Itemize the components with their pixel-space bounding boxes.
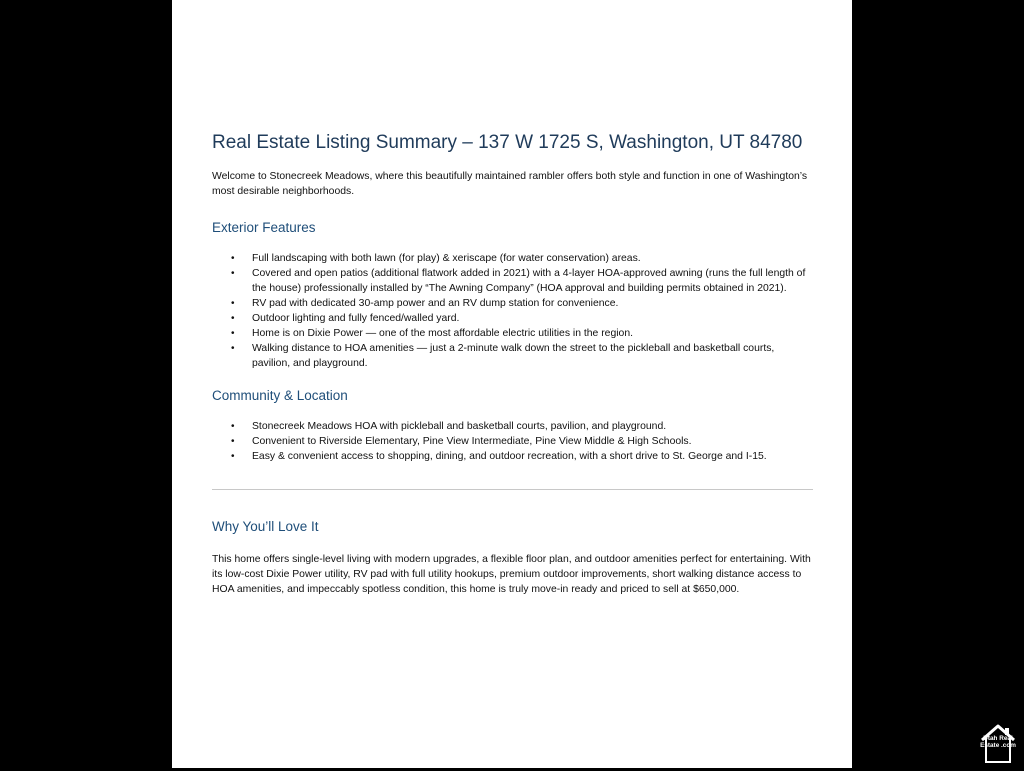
list-item-text: Walking distance to HOA amenities — just a 2-minute walk down the street to the pickleball and basketball courts, pavilion, and playground. [252,343,775,369]
why-love-it-heading: Why You’ll Love It [212,519,319,534]
bullet-icon: • [231,421,235,432]
list-item-text: Outdoor lighting and fully fenced/walled yard. [252,313,460,324]
logo-text: Utah Real Estate .com [980,735,1016,749]
list-item [212,296,812,311]
list-item [212,434,812,449]
list-item-text: Full landscaping with both lawn (for play) & xeriscape (for water conservation) areas. [252,253,641,264]
bullet-icon: • [231,343,235,354]
list-item [212,266,812,296]
list-item [212,251,812,266]
bullet-icon: • [231,268,235,279]
list-item-text: Covered and open patios (additional flatwork added in 2021) with a 4-layer HOA-approved awning (runs the full length of the house) professionally installed by “The Awning Company” (HOA approval and building permits obtained in 2021). [252,268,806,294]
document-title: Real Estate Listing Summary – 137 W 1725 S, Washington, UT 84780 [212,132,803,153]
exterior-features-heading: Exterior Features [212,220,316,235]
utah-real-estate-logo [978,722,1018,766]
list-item [212,341,812,371]
document-page [172,0,852,768]
document-content [212,130,812,597]
list-item-text: RV pad with dedicated 30-amp power and an RV dump station for convenience. [252,298,619,309]
bullet-icon: • [231,253,235,264]
list-item-text: Stonecreek Meadows HOA with pickleball and basketball courts, pavilion, and playground. [252,421,667,432]
bullet-icon: • [231,313,235,324]
list-item [212,311,812,326]
list-item [212,326,812,341]
bullet-icon: • [231,328,235,339]
exterior-features-list [212,251,812,371]
list-item-text: Home is on Dixie Power — one of the most affordable electric utilities in the region. [252,328,633,339]
horizontal-divider [212,489,813,490]
list-item [212,419,812,434]
list-item [212,449,812,464]
list-item-text: Easy & convenient access to shopping, dining, and outdoor recreation, with a short drive to St. George and I-15. [252,451,767,462]
list-item-text: Convenient to Riverside Elementary, Pine View Intermediate, Pine View Middle & High Schools. [252,436,692,447]
intro-paragraph: Welcome to Stonecreek Meadows, where this beautifully maintained rambler offers both style and function in one of Washington’s most desirable neighborhoods. [212,171,808,197]
community-location-list [212,419,812,464]
bullet-icon: • [231,451,235,462]
community-location-heading: Community & Location [212,388,348,403]
bullet-icon: • [231,298,235,309]
why-love-it-paragraph: This home offers single-level living with modern upgrades, a flexible floor plan, and outdoor amenities perfect for entertaining. With its low-cost Dixie Power utility, RV pad with full utility hookups, premium outdoor improvements, short walking distance access to HOA amenities, and impeccably spotless condition, this home is truly move-in ready and priced to sell at $650,000. [212,554,811,595]
bullet-icon: • [231,436,235,447]
